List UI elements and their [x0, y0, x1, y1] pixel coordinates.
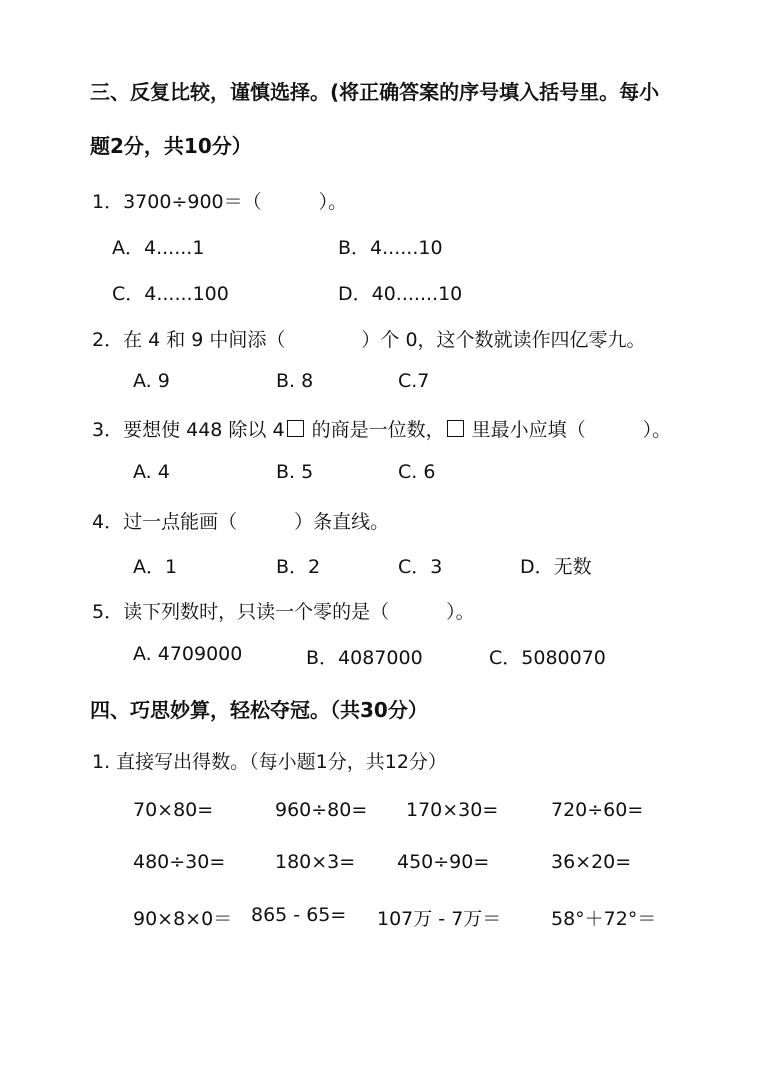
- calc-item: 107万 - 7万＝: [377, 908, 502, 930]
- calc-item: 480÷30=: [133, 851, 226, 873]
- question-3-option-c[interactable]: C. 6: [398, 461, 436, 483]
- question-2-option-a[interactable]: A. 9: [133, 370, 170, 392]
- calc-item: 450÷90=: [397, 851, 490, 873]
- question-3-stem-part2: 的商是一位数，: [305, 419, 445, 441]
- calc-item: 170×30=: [406, 799, 499, 821]
- question-3-stem: [92, 415, 671, 442]
- question-4-option-c[interactable]: C．3: [398, 556, 443, 578]
- section4-sub1: 1. 直接写出得数。（每小题1分，共12分）: [92, 751, 447, 773]
- question-1-option-a[interactable]: A．4......1: [112, 237, 205, 259]
- calc-item: 180×3=: [275, 851, 356, 873]
- question-2-option-b[interactable]: B. 8: [276, 370, 314, 392]
- question-5-option-b[interactable]: B．4087000: [306, 647, 423, 669]
- calc-item: 960÷80=: [275, 799, 368, 821]
- section4-title: 四、巧思妙算，轻松夺冠。（共30分）: [90, 698, 428, 722]
- question-4-option-b[interactable]: B．2: [276, 556, 321, 578]
- question-5-stem: 5．读下列数时，只读一个零的是（ ）。: [92, 601, 475, 623]
- question-2-stem: 2．在 4 和 9 中间添（ ）个 0，这个数就读作四亿零九。: [92, 329, 646, 351]
- calc-item: 58°＋72°＝: [551, 908, 657, 930]
- question-2-option-c[interactable]: C.7: [398, 370, 430, 392]
- question-3-option-a[interactable]: A. 4: [133, 461, 170, 483]
- section3-title-line2: 题2分，共10分）: [90, 134, 252, 158]
- question-1-option-d[interactable]: D．40.......10: [338, 283, 463, 305]
- blank-box-icon: [287, 420, 304, 437]
- question-1-option-b[interactable]: B．4......10: [338, 237, 443, 259]
- question-3-stem-part1: 3．要想使 448 除以 4: [92, 419, 285, 441]
- calc-item: 90×8×0＝: [133, 908, 233, 930]
- question-3-option-b[interactable]: B. 5: [276, 461, 314, 483]
- question-4-option-a[interactable]: A．1: [133, 556, 178, 578]
- section3-title-line1: 三、反复比较，谨慎选择。(将正确答案的序号填入括号里。每小: [90, 80, 660, 104]
- blank-box-icon: [447, 420, 464, 437]
- question-4-option-d[interactable]: D．无数: [520, 556, 592, 578]
- question-1-option-c[interactable]: C．4......100: [112, 283, 229, 305]
- question-4-stem: 4．过一点能画（ ）条直线。: [92, 511, 390, 533]
- calc-item: 70×80=: [133, 799, 214, 821]
- question-5-option-a[interactable]: A. 4709000: [133, 643, 243, 665]
- calc-item: 865 - 65=: [251, 904, 347, 926]
- calc-item: 720÷60=: [551, 799, 644, 821]
- question-3-stem-part3: 里最小应填（ ）。: [465, 419, 672, 441]
- question-5-option-c[interactable]: C．5080070: [489, 647, 606, 669]
- question-1-stem: 1．3700÷900＝（ ）。: [92, 191, 348, 213]
- calc-item: 36×20=: [551, 851, 632, 873]
